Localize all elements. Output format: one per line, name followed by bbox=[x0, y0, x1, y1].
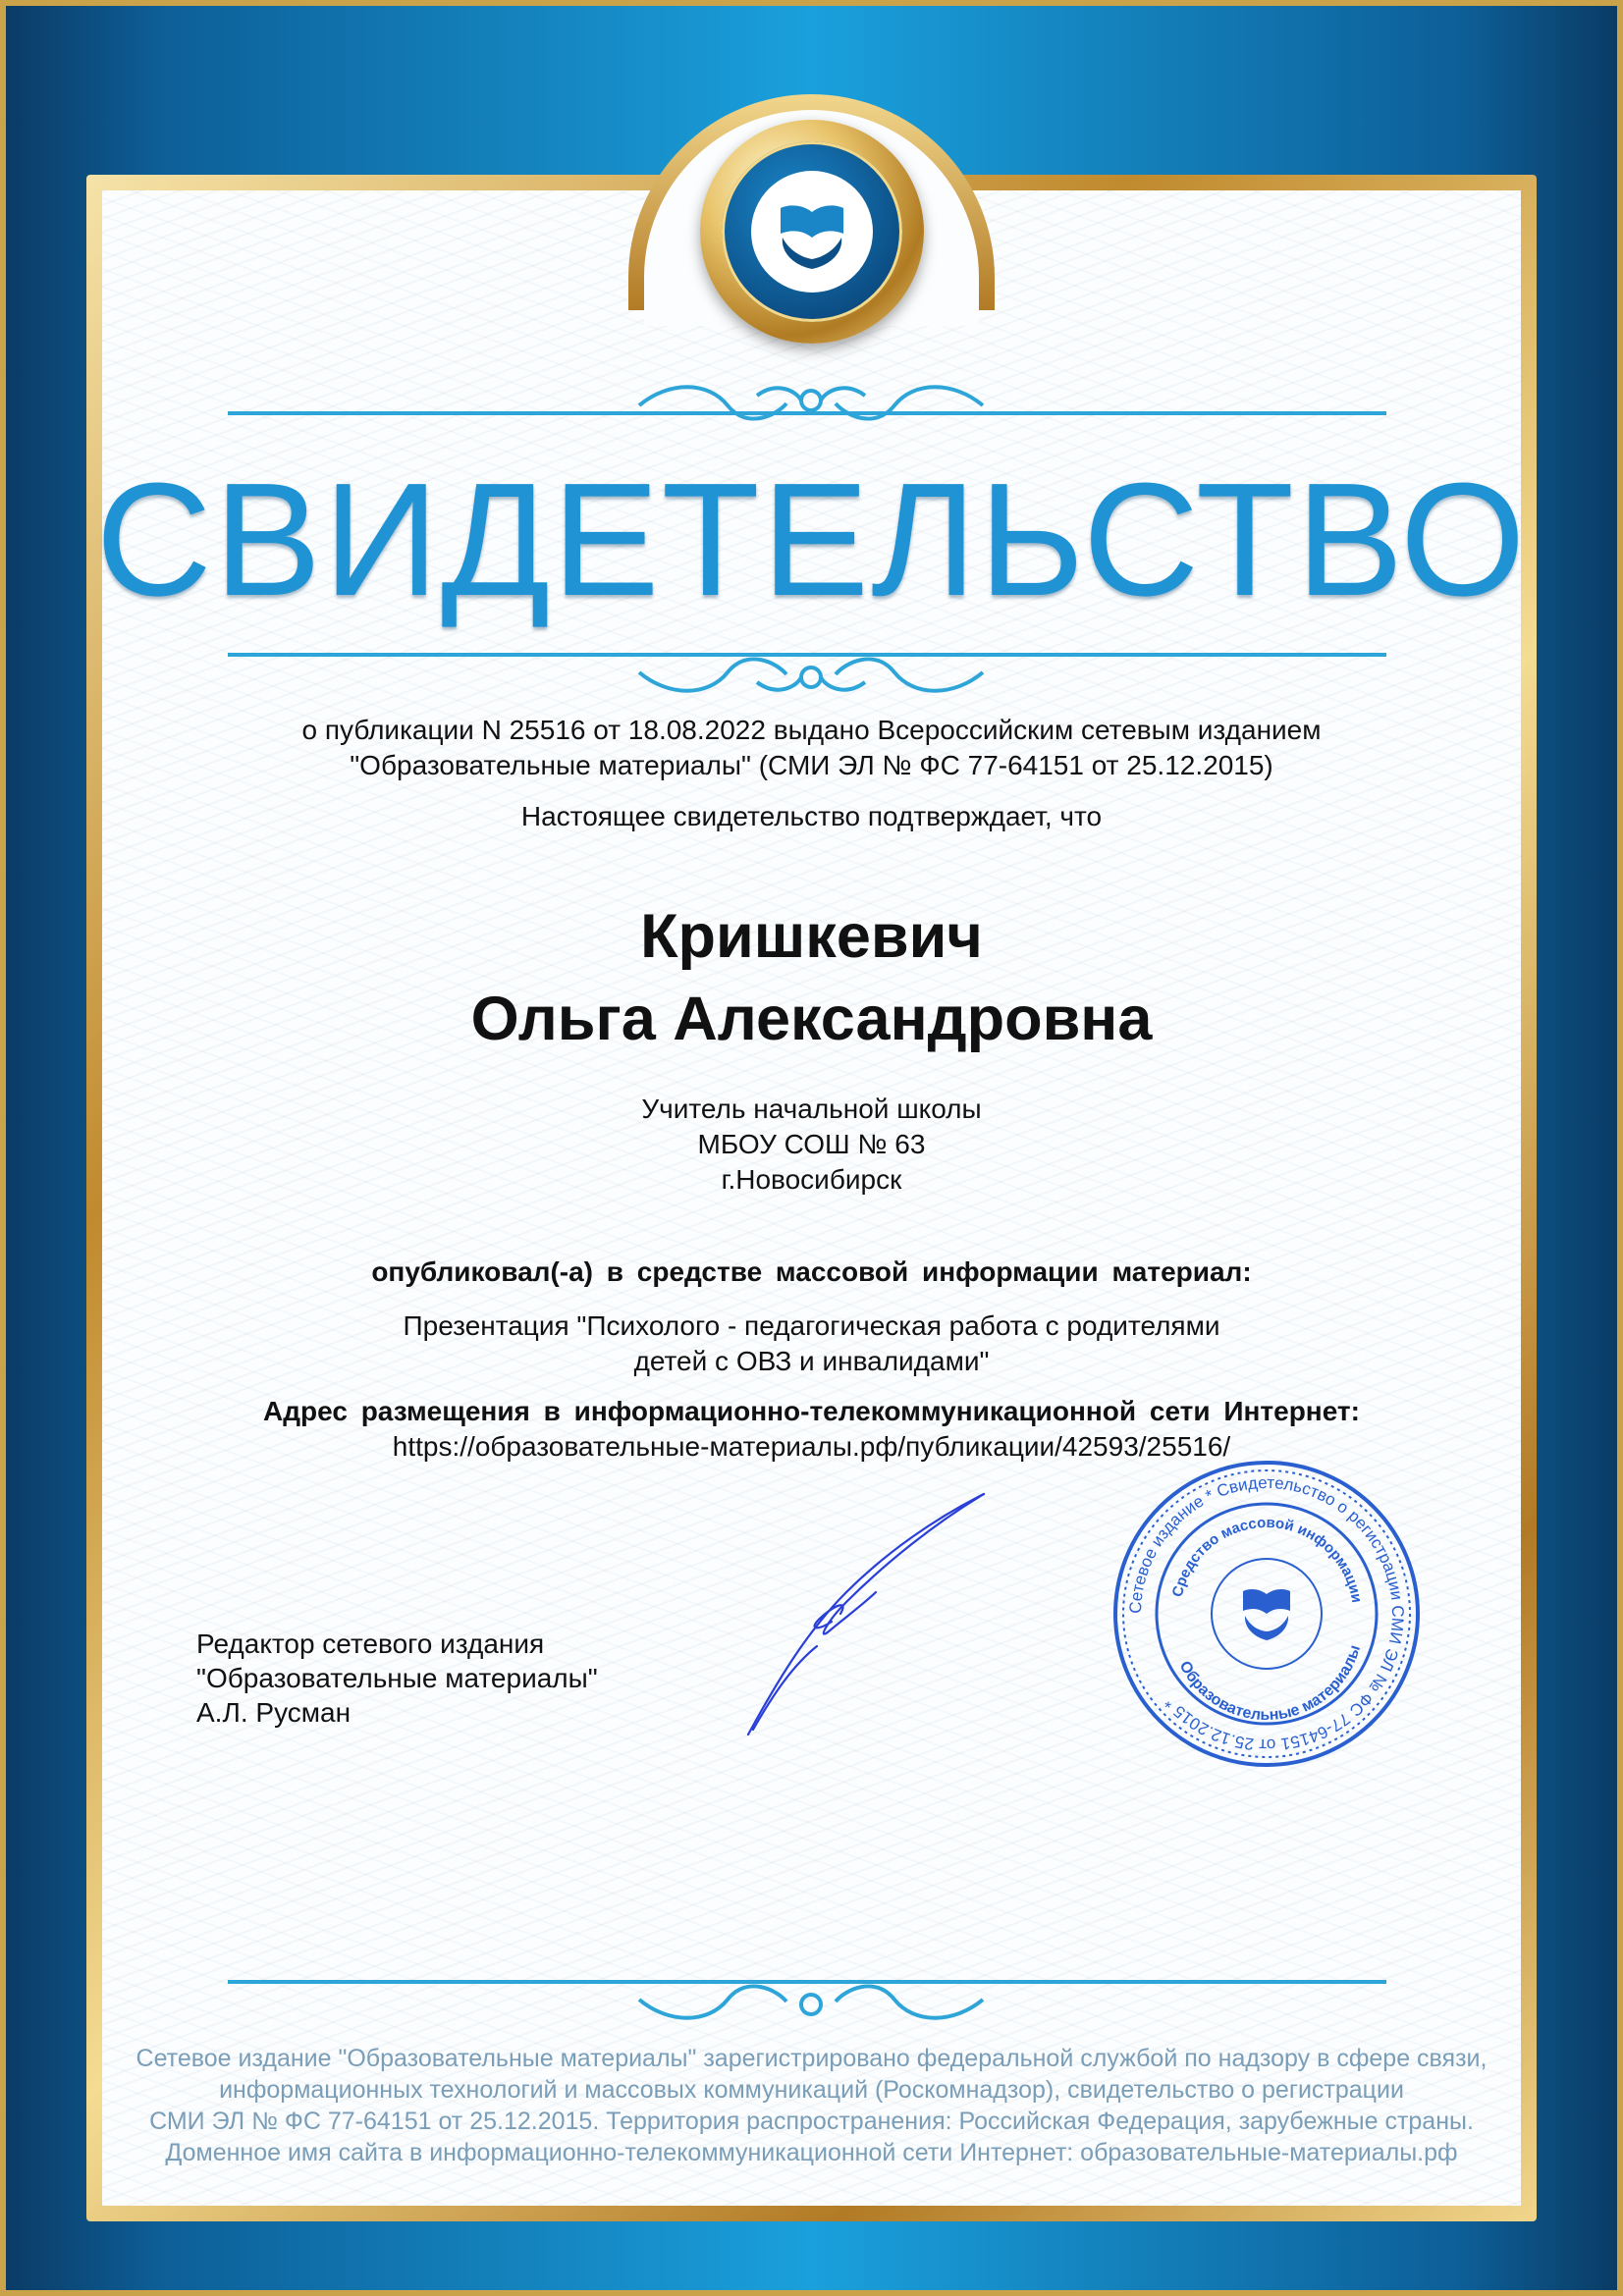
publication-info bbox=[0, 713, 1623, 783]
recipient-name bbox=[0, 895, 1623, 1060]
recipient-details bbox=[0, 1092, 1623, 1198]
recipient-city: г.Новосибирск bbox=[721, 1164, 902, 1195]
editor-block bbox=[196, 1627, 598, 1730]
footer-line4: Доменное имя сайта в информационно-телекоммуникационной сети Интернет: образовательные-материалы.рф bbox=[165, 2139, 1458, 2166]
footer-line2: информационных технологий и массовых коммуникаций (Роскомнадзор), свидетельство о регистрации bbox=[219, 2076, 1404, 2104]
recipient-school: МБОУ СОШ № 63 bbox=[697, 1129, 926, 1159]
recipient-surname: Кришкевич bbox=[640, 902, 983, 971]
bottom-flourish-ornament bbox=[629, 643, 993, 702]
material-title-line1: Презентация "Психолого - педагогическая работа с родителями bbox=[403, 1310, 1220, 1341]
footer-flourish-ornament bbox=[629, 1970, 993, 2029]
emblem-medallion bbox=[700, 120, 924, 344]
address-label: Адрес размещения в информационно-телекоммуникационной сети Интернет: bbox=[263, 1396, 1360, 1426]
address-url: https://образовательные-материалы.рф/публикации/42593/25516/ bbox=[392, 1431, 1231, 1462]
editor-line1: Редактор сетевого издания bbox=[196, 1629, 545, 1659]
top-flourish-ornament bbox=[629, 376, 993, 435]
editor-line2: "Образовательные материалы" bbox=[196, 1663, 598, 1693]
confirm-text: Настоящее свидетельство подтверждает, что bbox=[520, 801, 1103, 831]
stamp-top-text: Средство массовой информации bbox=[1168, 1514, 1366, 1605]
open-book-in-hands-icon bbox=[751, 171, 873, 293]
stamp-bottom-text: Образовательные материалы bbox=[1175, 1642, 1365, 1725]
published-label: опубликовал(-а) в средстве массовой информации материал: bbox=[371, 1256, 1252, 1287]
footer-line1: Сетевое издание "Образовательные материалы" зарегистрировано федеральной службой по надзору в сфере связи, bbox=[135, 2045, 1488, 2072]
publication-info-line1: о публикации N 25516 от 18.08.2022 выдано Всероссийским сетевым изданием bbox=[301, 715, 1322, 745]
stamp-emblem-icon bbox=[1243, 1589, 1290, 1640]
handwritten-signature bbox=[738, 1484, 994, 1739]
publication-info-line2: "Образовательные материалы" (СМИ ЭЛ № ФС 77-64151 от 25.12.2015) bbox=[350, 750, 1273, 780]
material-title bbox=[0, 1308, 1623, 1379]
recipient-position: Учитель начальной школы bbox=[641, 1094, 982, 1124]
certificate-title: СВИДЕТЕЛЬСТВО bbox=[95, 450, 1528, 629]
editor-name: А.Л. Русман bbox=[196, 1697, 352, 1728]
stamp-outer-text: Сетевое издание * Свидетельство о регистрации СМИ ЭЛ № ФС 77-64151 от 25.12.2015 * bbox=[1125, 1472, 1408, 1755]
footer-line3: СМИ ЭЛ № ФС 77-64151 от 25.12.2015. Территория распространения: Российская Федерация, зарубежные страны. bbox=[149, 2108, 1474, 2135]
footer-registration-note bbox=[0, 2043, 1623, 2168]
material-title-line2: детей с ОВЗ и инвалидами" bbox=[633, 1346, 990, 1376]
recipient-given-names: Ольга Александровна bbox=[470, 985, 1153, 1053]
official-stamp bbox=[1111, 1459, 1422, 1769]
